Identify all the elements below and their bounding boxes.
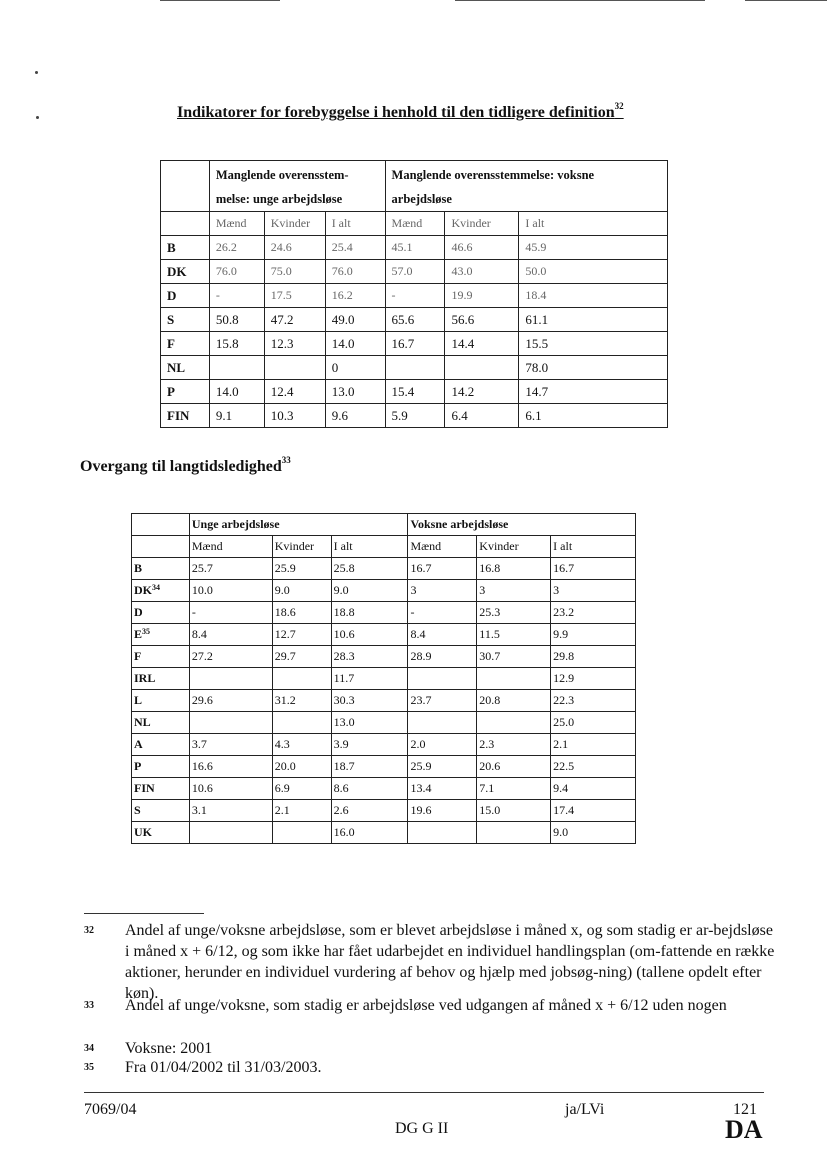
table-cell: 16.8 xyxy=(477,558,551,580)
table-cell: 2.1 xyxy=(272,800,331,822)
table-cell: 50.0 xyxy=(519,260,668,284)
table-cell: 15.4 xyxy=(385,380,445,404)
footnote-number: 32 xyxy=(84,925,94,936)
table-row xyxy=(132,712,636,734)
table-cell: 19.9 xyxy=(445,284,519,308)
table-cell: 57.0 xyxy=(385,260,445,284)
table-cell: 9.1 xyxy=(209,404,264,428)
table-row xyxy=(132,778,636,800)
footnote-text: Fra 01/04/2002 til 31/03/2003. xyxy=(125,1059,322,1076)
table-cell: - xyxy=(385,284,445,308)
table-subheader-row xyxy=(161,212,668,236)
page-number: 121 xyxy=(733,1101,757,1118)
table-cell: 20.6 xyxy=(477,756,551,778)
row-label: FIN xyxy=(161,404,210,428)
table-cell: 14.7 xyxy=(519,380,668,404)
table-cell: 9.9 xyxy=(551,624,636,646)
heading-long-term: Overgang til langtidsledighed$^{33}$ xyxy=(80,455,291,475)
table-cell: 7.1 xyxy=(477,778,551,800)
row-label: A xyxy=(132,734,190,756)
table-row xyxy=(132,822,636,844)
table-cell: 8.6 xyxy=(331,778,408,800)
table-cell: 2.3 xyxy=(477,734,551,756)
table-cell: - xyxy=(408,602,477,624)
table-cell: 3.1 xyxy=(189,800,272,822)
table-cell xyxy=(385,356,445,380)
table-cell: 30.3 xyxy=(331,690,408,712)
table-row xyxy=(132,800,636,822)
language-code: DA xyxy=(725,1115,763,1144)
subheader-cell: Mænd xyxy=(209,212,264,236)
row-label: S xyxy=(132,800,190,822)
long-term-table xyxy=(131,513,636,844)
table-cell: 23.2 xyxy=(551,602,636,624)
table-cell: 16.0 xyxy=(331,822,408,844)
table-cell: - xyxy=(209,284,264,308)
table-row xyxy=(132,756,636,778)
table-cell: 11.7 xyxy=(331,668,408,690)
table-cell: 3 xyxy=(477,580,551,602)
row-label: D xyxy=(161,284,210,308)
table-cell: 65.6 xyxy=(385,308,445,332)
table-cell xyxy=(189,668,272,690)
table-cell: 18.8 xyxy=(331,602,408,624)
subheader-cell: Kvinder xyxy=(445,212,519,236)
table-cell: 25.9 xyxy=(408,756,477,778)
table-cell: 16.7 xyxy=(551,558,636,580)
table-cell xyxy=(408,668,477,690)
table-cell: 78.0 xyxy=(519,356,668,380)
table-cell: 25.3 xyxy=(477,602,551,624)
table-cell: 25.0 xyxy=(551,712,636,734)
table-row xyxy=(132,646,636,668)
table-cell xyxy=(264,356,325,380)
footnote-number: 34 xyxy=(84,1043,94,1054)
table-cell xyxy=(477,822,551,844)
table-corner xyxy=(132,514,190,536)
scan-line xyxy=(455,0,705,1)
table-cell: 10.3 xyxy=(264,404,325,428)
subheader-cell: Mænd xyxy=(189,536,272,558)
table-cell: 15.8 xyxy=(209,332,264,356)
table-cell: 76.0 xyxy=(209,260,264,284)
table-cell xyxy=(272,822,331,844)
table-cell: 3 xyxy=(551,580,636,602)
row-label: D xyxy=(132,602,190,624)
table-cell: 6.4 xyxy=(445,404,519,428)
table-cell: 6.9 xyxy=(272,778,331,800)
table-cell: 12.4 xyxy=(264,380,325,404)
table-cell xyxy=(477,668,551,690)
table-cell xyxy=(272,712,331,734)
table-cell: 22.5 xyxy=(551,756,636,778)
table-cell xyxy=(408,712,477,734)
footnote-34 xyxy=(84,1038,784,1059)
table-cell: 20.0 xyxy=(272,756,331,778)
table-cell: 14.0 xyxy=(209,380,264,404)
row-label: P xyxy=(132,756,190,778)
table-cell: 29.6 xyxy=(189,690,272,712)
table-cell: 43.0 xyxy=(445,260,519,284)
table-row xyxy=(161,236,668,260)
table-cell: 25.7 xyxy=(189,558,272,580)
group-header-young: Manglende overensstem- melse: unge arbejdsløse xyxy=(209,161,385,212)
table-cell: 15.0 xyxy=(477,800,551,822)
table-row xyxy=(132,624,636,646)
table-cell xyxy=(161,212,210,236)
row-label: S xyxy=(161,308,210,332)
table-cell: 10.6 xyxy=(331,624,408,646)
row-label: F xyxy=(132,646,190,668)
footnote-number: 33 xyxy=(84,1000,94,1011)
table-cell: 29.8 xyxy=(551,646,636,668)
table-cell: 9.6 xyxy=(325,404,385,428)
table-cell: 9.0 xyxy=(551,822,636,844)
table-cell: 13.4 xyxy=(408,778,477,800)
table-cell: 17.5 xyxy=(264,284,325,308)
row-label: UK xyxy=(132,822,190,844)
table-cell: 16.7 xyxy=(385,332,445,356)
group-header-adult: Manglende overensstemmelse: voksne arbejdsløse xyxy=(385,161,667,212)
footnote-text: Andel af unge/voksne arbejdsløse, som er blevet arbejdsløse i måned x, og som stadig er ar-bejdsløse i måned x + 6/12, og som ikke har fået udarbejdet en individuel handlingsplan (om-fattende en række aktioner, herunder en individuel vurdering af behov og hjælp med jobsøg-ning) (tallene opdelt efter køn). xyxy=(125,922,775,1002)
indicators-table xyxy=(160,160,668,428)
table-cell: 13.0 xyxy=(331,712,408,734)
table-cell: 25.4 xyxy=(325,236,385,260)
table-cell: 19.6 xyxy=(408,800,477,822)
table-cell: 10.0 xyxy=(189,580,272,602)
table-cell: 9.0 xyxy=(272,580,331,602)
group-header-adult: Voksne arbejdsløse xyxy=(408,514,636,536)
table-cell: 25.9 xyxy=(272,558,331,580)
table-cell: 3.9 xyxy=(331,734,408,756)
table-cell: 12.3 xyxy=(264,332,325,356)
scan-dot xyxy=(35,71,38,74)
row-label: FIN xyxy=(132,778,190,800)
table-cell: 16.7 xyxy=(408,558,477,580)
table-row xyxy=(132,668,636,690)
doc-reference: 7069/04 xyxy=(84,1101,137,1118)
table-subheader-row xyxy=(132,536,636,558)
table-cell: 0 xyxy=(325,356,385,380)
scan-line xyxy=(160,0,280,1)
table-row xyxy=(132,558,636,580)
table-cell xyxy=(132,536,190,558)
table-cell xyxy=(189,822,272,844)
table-cell: 31.2 xyxy=(272,690,331,712)
table-cell: 8.4 xyxy=(408,624,477,646)
table-cell: 28.9 xyxy=(408,646,477,668)
table-cell: 14.0 xyxy=(325,332,385,356)
table-cell xyxy=(272,668,331,690)
table-cell xyxy=(189,712,272,734)
table-cell: 50.8 xyxy=(209,308,264,332)
subheader-cell: Mænd xyxy=(408,536,477,558)
table-cell xyxy=(477,712,551,734)
initials: ja/LVi xyxy=(565,1101,605,1118)
group-header-young: Unge arbejdsløse xyxy=(189,514,408,536)
table-cell: 15.5 xyxy=(519,332,668,356)
footnote-number: 35 xyxy=(84,1062,94,1073)
table-cell: 2.6 xyxy=(331,800,408,822)
table-cell: 9.4 xyxy=(551,778,636,800)
table-cell: 25.8 xyxy=(331,558,408,580)
footnote-32 xyxy=(84,920,784,1004)
table-cell: 46.6 xyxy=(445,236,519,260)
table-row xyxy=(161,308,668,332)
table-cell: 30.7 xyxy=(477,646,551,668)
row-label: NL xyxy=(161,356,210,380)
footnote-33 xyxy=(84,995,784,1016)
row-label: P xyxy=(161,380,210,404)
table-cell: 17.4 xyxy=(551,800,636,822)
scan-dot xyxy=(36,116,39,119)
table-cell: 13.0 xyxy=(325,380,385,404)
table-cell: 8.4 xyxy=(189,624,272,646)
table-cell: 20.8 xyxy=(477,690,551,712)
table-cell: 28.3 xyxy=(331,646,408,668)
table-cell: 56.6 xyxy=(445,308,519,332)
footnote-text: Voksne: 2001 xyxy=(125,1040,213,1057)
table-cell: 23.7 xyxy=(408,690,477,712)
table-cell: 5.9 xyxy=(385,404,445,428)
table-cell: 45.1 xyxy=(385,236,445,260)
table-cell xyxy=(209,356,264,380)
table-cell: 18.4 xyxy=(519,284,668,308)
subheader-cell: I alt xyxy=(519,212,668,236)
table-cell: 47.2 xyxy=(264,308,325,332)
table-row xyxy=(132,580,636,602)
table-cell: 45.9 xyxy=(519,236,668,260)
table-cell: 24.6 xyxy=(264,236,325,260)
row-label: NL xyxy=(132,712,190,734)
table-cell: 22.3 xyxy=(551,690,636,712)
table-cell: 6.1 xyxy=(519,404,668,428)
row-label: $E^{35}$ xyxy=(132,624,190,646)
footnote-text: Andel af unge/voksne, som stadig er arbejdsløse ved udgangen af måned x + 6/12 uden nogen xyxy=(125,997,727,1014)
subheader-cell: Mænd xyxy=(385,212,445,236)
footer-separator xyxy=(84,1092,764,1093)
table-row xyxy=(132,734,636,756)
table-cell xyxy=(445,356,519,380)
row-label: IRL xyxy=(132,668,190,690)
table-cell: 49.0 xyxy=(325,308,385,332)
table-row xyxy=(161,332,668,356)
table-cell: 26.2 xyxy=(209,236,264,260)
subheader-cell: I alt xyxy=(325,212,385,236)
table-row xyxy=(161,404,668,428)
table-row xyxy=(132,602,636,624)
table-cell: 2.0 xyxy=(408,734,477,756)
table-row xyxy=(161,284,668,308)
table-cell: 76.0 xyxy=(325,260,385,284)
scan-line xyxy=(745,0,827,1)
table-cell: 75.0 xyxy=(264,260,325,284)
subheader-cell: Kvinder xyxy=(264,212,325,236)
footnote-35 xyxy=(84,1057,784,1078)
table-cell: 27.2 xyxy=(189,646,272,668)
table-cell: 14.2 xyxy=(445,380,519,404)
department: DG G II xyxy=(395,1120,449,1137)
table-cell: 18.6 xyxy=(272,602,331,624)
table-cell: 14.4 xyxy=(445,332,519,356)
row-label: L xyxy=(132,690,190,712)
table-cell: 29.7 xyxy=(272,646,331,668)
table-row xyxy=(132,690,636,712)
table-cell: 3.7 xyxy=(189,734,272,756)
row-label: B xyxy=(132,558,190,580)
footnote-separator xyxy=(84,913,204,914)
subheader-cell: Kvinder xyxy=(272,536,331,558)
subheader-cell: Kvinder xyxy=(477,536,551,558)
table-cell: 16.2 xyxy=(325,284,385,308)
table-cell: 3 xyxy=(408,580,477,602)
heading-indicators: Indikatorer for forebyggelse i henhold til den tidligere definition$^{32}$ xyxy=(177,101,624,121)
table-row xyxy=(161,380,668,404)
table-cell: 12.7 xyxy=(272,624,331,646)
table-cell: 61.1 xyxy=(519,308,668,332)
table-cell: 9.0 xyxy=(331,580,408,602)
table-cell: 2.1 xyxy=(551,734,636,756)
table-cell: 4.3 xyxy=(272,734,331,756)
table-cell: 10.6 xyxy=(189,778,272,800)
table-cell xyxy=(408,822,477,844)
row-label: DK$^{34}$ xyxy=(132,580,190,602)
table-row xyxy=(161,260,668,284)
table-row xyxy=(161,356,668,380)
row-label: B xyxy=(161,236,210,260)
subheader-cell: I alt xyxy=(331,536,408,558)
row-label: F xyxy=(161,332,210,356)
row-label: DK xyxy=(161,260,210,284)
table-cell: - xyxy=(189,602,272,624)
table-cell: 16.6 xyxy=(189,756,272,778)
table-corner xyxy=(161,161,210,212)
subheader-cell: I alt xyxy=(551,536,636,558)
table-cell: 12.9 xyxy=(551,668,636,690)
table-cell: 18.7 xyxy=(331,756,408,778)
table-cell: 11.5 xyxy=(477,624,551,646)
